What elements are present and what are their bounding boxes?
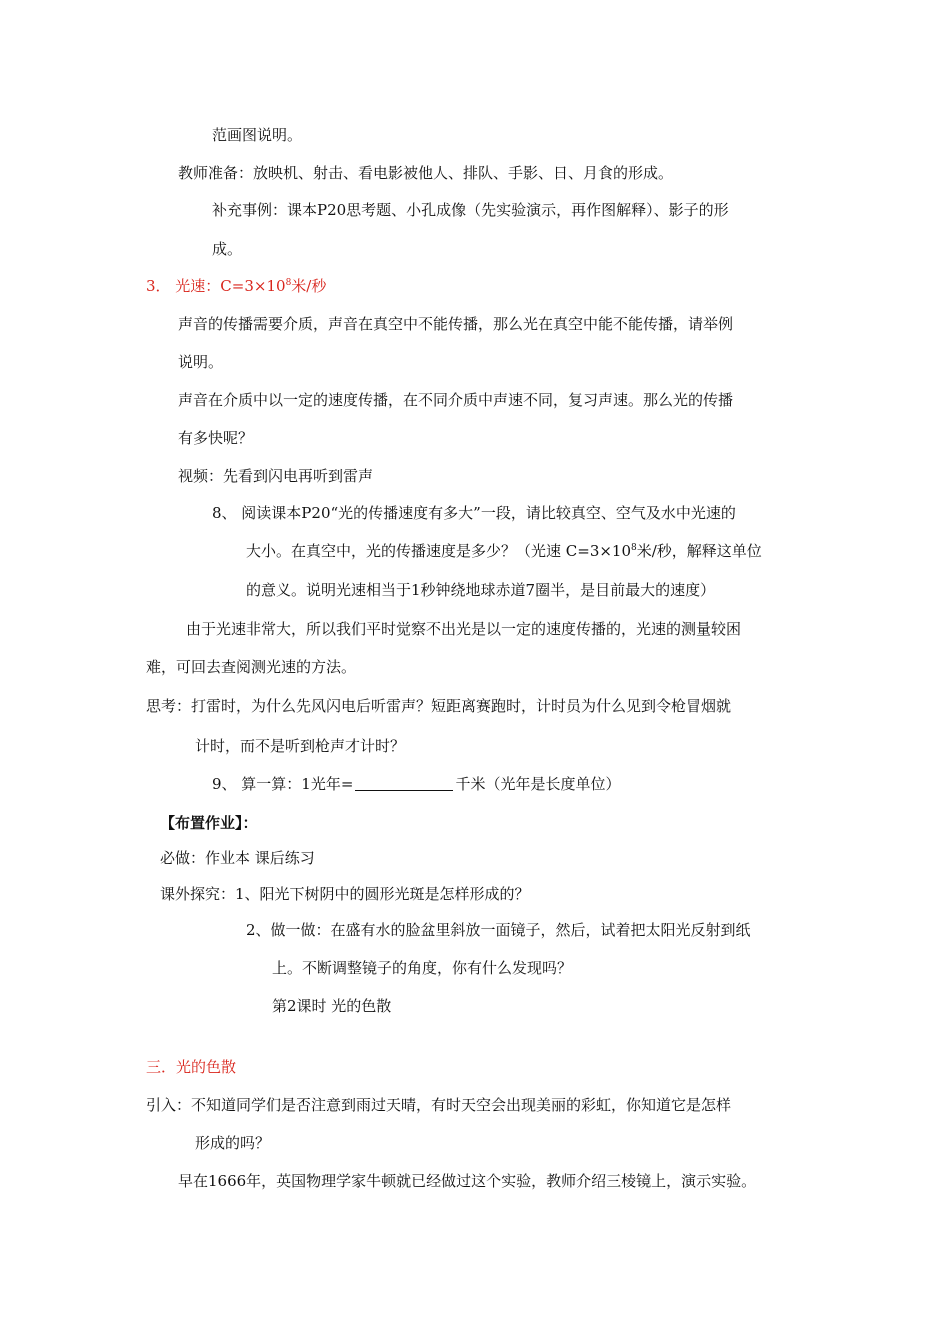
text-line: 由于光速非常大，所以我们平时觉察不出光是以一定的速度传播的，光速的测量较困: [186, 620, 742, 638]
text-line: 2、做一做：在盛有水的脸盆里斜放一面镜子，然后，试着把太阳光反射到纸: [246, 921, 751, 939]
homework-heading: 【布置作业】：: [160, 814, 258, 832]
text-line: [246, 541, 762, 561]
text-line: 说明。: [178, 353, 224, 371]
section-heading-dispersion: 三．光的色散: [146, 1058, 237, 1076]
text-line: 声音在介质中以一定的速度传播，在不同介质中声速不同，复习声速。那么光的传播: [178, 391, 734, 409]
heading-prefix: 3． 光速：C=3×10: [146, 277, 286, 295]
line-prefix: 大小。在真空中，光的传播速度是多少？（光速 C=3×10: [246, 542, 632, 560]
text-line: 视频：先看到闪电再听到雷声: [178, 467, 374, 485]
text-line: 补充事例：课本P20思考题、小孔成像（先实验演示，再作图解释）、影子的形: [212, 201, 729, 219]
exponent: 8: [285, 278, 292, 288]
text-line: 必做：作业本 课后练习: [160, 849, 315, 867]
line-prefix: 9、 算一算：1光年=: [212, 775, 354, 793]
line-suffix: 米/秒，解释这单位: [636, 542, 762, 560]
text-line: [212, 774, 620, 794]
line-suffix: 千米（光年是长度单位）: [455, 775, 621, 793]
text-line: 思考：打雷时，为什么先风闪电后听雷声？短距离赛跑时，计时员为什么见到令枪冒烟就: [146, 697, 732, 715]
heading-suffix: 米/秒: [291, 277, 327, 295]
text-line: 课外探究：1、阳光下树阴中的圆形光斑是怎样形成的？: [160, 885, 530, 903]
text-line: 成。: [212, 240, 243, 258]
text-line: 形成的吗？: [195, 1134, 271, 1152]
text-line: 早在1666年，英国物理学家牛顿就已经做过这个实验，教师介绍三棱镜上，演示实验。: [178, 1172, 757, 1190]
text-line: 上。不断调整镜子的角度，你有什么发现吗？: [272, 959, 573, 977]
lesson-title: 第2课时 光的色散: [272, 997, 392, 1015]
exponent: 8: [631, 543, 637, 553]
text-line: 教师准备：放映机、射击、看电影被他人、排队、手影、日、月食的形成。: [178, 164, 674, 182]
text-line: 难，可回去查阅测光速的方法。: [146, 658, 357, 676]
text-line: 声音的传播需要介质，声音在真空中不能传播，那么光在真空中能不能传播，请举例: [178, 315, 734, 333]
text-line: 范画图说明。: [212, 126, 303, 144]
text-line: 有多快呢？: [178, 429, 254, 447]
text-line: 计时，而不是听到枪声才计时？: [195, 737, 406, 755]
text-line: 8、 阅读课本P20“光的传播速度有多大”一段，请比较真空、空气及水中光速的: [212, 504, 736, 522]
answer-blank: [355, 776, 453, 791]
section-heading-light-speed: [146, 276, 326, 296]
text-line: 引入：不知道同学们是否注意到雨过天晴，有时天空会出现美丽的彩虹，你知道它是怎样: [146, 1096, 732, 1114]
text-line: 的意义。说明光速相当于1秒钟绕地球赤道7圈半，是目前最大的速度）: [246, 581, 716, 599]
